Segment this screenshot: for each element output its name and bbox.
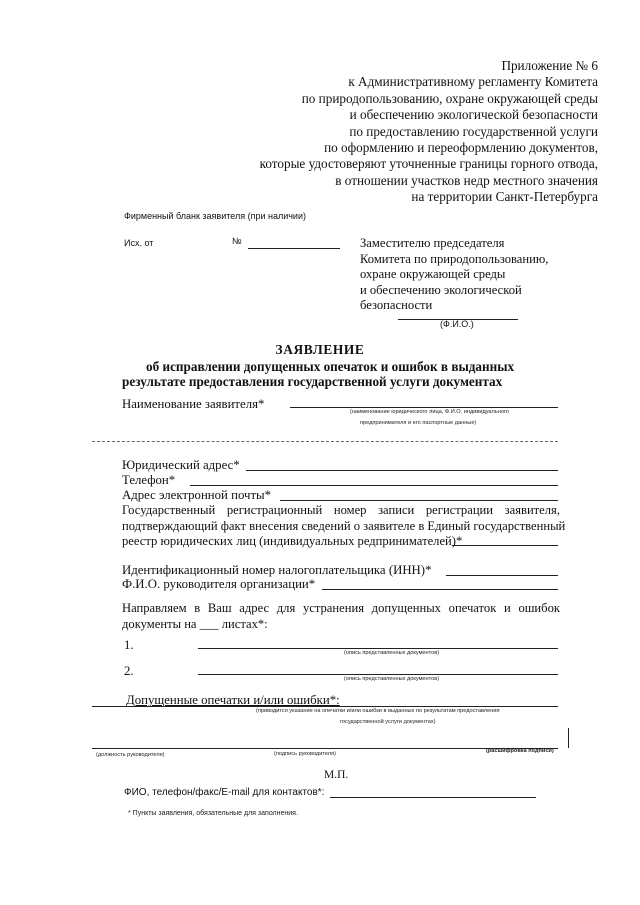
applicant-name-continuation-field[interactable] <box>92 441 558 442</box>
document-title: ЗАЯВЛЕНИЕ <box>275 342 365 357</box>
document-item-caption: (опись представленных документов) <box>344 650 440 656</box>
document-item-field[interactable] <box>198 674 558 675</box>
document-subtitle-line1: об исправлении допущенных опечаток и ошибок в выданных <box>146 359 515 374</box>
annex-line: Приложение № 6 <box>501 58 598 73</box>
footnote: * Пункты заявления, обязательные для заполнения. <box>128 810 298 817</box>
email-field[interactable] <box>280 500 558 501</box>
phone-label: Телефон* <box>122 473 176 487</box>
registration-text: подтверждающий факт внесения сведений о заявителе в Единый государственный <box>122 518 566 533</box>
annex-line: к Административному регламенту Комитета <box>348 74 598 90</box>
position-caption: (должность руководителя) <box>96 752 165 758</box>
applicant-name-field[interactable] <box>290 407 558 408</box>
annex-line: по предоставлению государственной услуги <box>349 123 598 139</box>
errors-caption: (приводится указание на опечатки и/или ошибки в выданных по результатам предоставления <box>256 708 500 714</box>
addressee-line: охране окружающей среды <box>360 267 506 282</box>
outgoing-date-label: Исх. от <box>124 238 154 248</box>
document-item-number: 2. <box>124 664 134 678</box>
legal-address-field[interactable] <box>246 470 558 471</box>
addressee-line: безопасности <box>360 298 433 313</box>
registration-number-field[interactable] <box>452 545 558 546</box>
addressee-fio-caption: (Ф.И.О.) <box>440 319 474 329</box>
addressee-line: и обеспечению экологической <box>360 282 522 297</box>
annex-line: и обеспечению экологической безопасности <box>349 107 598 123</box>
signature-caption: (подпись руководителя) <box>274 751 336 757</box>
outgoing-number-label: № <box>232 236 242 246</box>
head-name-label: Ф.И.О. руководителя организации* <box>122 577 316 591</box>
request-paragraph <box>122 601 560 632</box>
addressee-line: Комитета по природопользованию, <box>360 251 549 266</box>
contacts-field[interactable] <box>330 797 536 798</box>
annex-line: которые удостоверяют уточненные границы горного отвода, <box>259 156 598 172</box>
signature-mark <box>568 728 569 748</box>
inn-label: Идентификационный номер налогоплательщика (ИНН)* <box>122 563 432 577</box>
letterhead-note: Фирменный бланк заявителя (при наличии) <box>124 211 306 221</box>
outgoing-number-field[interactable] <box>248 248 340 249</box>
request-text: документы на ___ листах*: <box>122 616 268 631</box>
annex-line: по оформлению и переоформлению документов, <box>324 140 598 156</box>
registration-text: Государственный регистрационный номер записи регистрации заявителя, <box>122 503 560 517</box>
legal-address-label: Юридический адрес* <box>122 458 240 472</box>
inn-field[interactable] <box>446 575 558 576</box>
errors-field[interactable] <box>92 706 558 707</box>
applicant-name-caption: предпринимателя и его паспортные данные) <box>360 420 477 426</box>
document-item-field[interactable] <box>198 648 558 649</box>
applicant-name-caption: (наименование юридического лица, Ф.И.О. индивидуального <box>350 409 509 415</box>
registration-paragraph <box>122 503 566 550</box>
head-name-field[interactable] <box>322 589 558 590</box>
annex-line: на территории Санкт-Петербурга <box>411 189 598 205</box>
applicant-name-label: Наименование заявителя* <box>122 397 265 411</box>
addressee-line: Заместителю председателя <box>360 236 505 250</box>
signature-decoding-caption: (расшифровка подписи) <box>486 748 554 754</box>
stamp-label: М.П. <box>324 769 349 781</box>
contacts-label: ФИО, телефон/факс/E-mail для контактов*: <box>124 787 325 798</box>
errors-label: Допущенные опечатки и/или ошибки*: <box>126 693 340 707</box>
document-item-caption: (опись представленных документов) <box>344 676 440 682</box>
request-text: Направляем в Ваш адрес для устранения допущенных опечаток и ошибок <box>122 601 560 615</box>
errors-caption: государственной услуги документах) <box>340 719 436 725</box>
annex-line: в отношении участков недр местного значения <box>335 172 598 188</box>
document-subtitle-line2: результате предоставления государственной услуги документах <box>122 374 503 389</box>
annex-header <box>260 58 598 206</box>
document-item-number: 1. <box>124 638 134 652</box>
addressee-block <box>360 236 548 314</box>
annex-line: по природопользованию, охране окружающей среды <box>301 90 598 106</box>
email-label: Адрес электронной почты* <box>122 488 272 502</box>
registration-text: реестр юридических лиц (индивидуальных редпринимателей)* <box>122 534 463 549</box>
phone-field[interactable] <box>190 485 558 486</box>
